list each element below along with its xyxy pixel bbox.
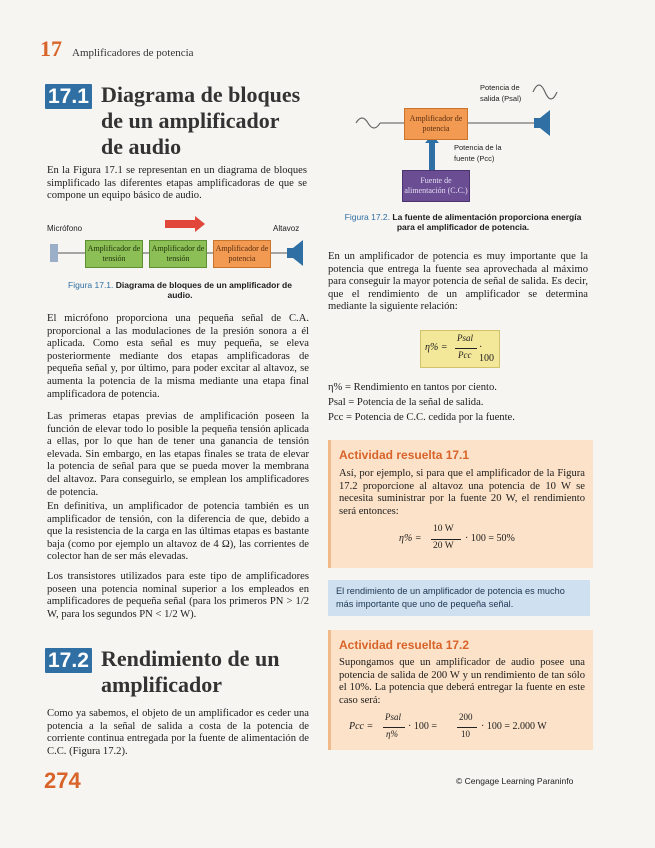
definition-item: η% = Rendimiento en tantos por ciento. [328,382,497,393]
formula-lhs: η% = [399,533,422,544]
figure-17-2 [348,78,610,208]
caption-label: Figura 17.2. [344,212,391,222]
page-number: 274 [44,768,81,793]
definition-item: Psal = Potencia de la señal de salida. [328,397,484,408]
formula-denominator: 20 W [433,541,454,551]
formula-rhs: · 100 = 50% [465,533,515,544]
definition-item: Pcc = Potencia de C.C. cedida por la fuente. [328,412,515,423]
activity-text: Supongamos que un amplificador de audio posee una potencia de salida de 200 W y un rendimiento de tan sólo el 10%. La potencia que deberá entregar la fuente en este caso será: [339,657,585,706]
source-power-label: Potencia de la fuente (Pcc) [454,143,502,163]
formula-numerator: Psal [457,333,474,343]
output-power-label: Potencia de salida (Psal) [480,83,522,103]
section-title [101,82,351,160]
fraction-bar [457,727,477,728]
block-power-amp: Amplificador de potencia [213,240,271,268]
activity-text: Así, por ejemplo, si para que el amplificador de la Figura 17.2 proporcione al altavoz una potencia de 10 W se necesita suministrar por la fuente 20 W, el rendimiento será entonces: [339,468,585,517]
section-title-line: de un amplificador [101,108,280,133]
caption-label: Figura 17.1. [68,280,114,290]
efficiency-formula [420,330,500,368]
speaker-icon [534,110,550,136]
figure-17-1 [47,214,309,274]
block-voltage-amp-2: Amplificador de tensión [149,240,207,268]
chapter-title: Amplificadores de potencia [72,47,194,59]
arrow-right-icon [165,216,205,232]
block-power-amp: Amplificador de potencia [404,108,468,140]
chapter-number: 17 [40,36,62,61]
formula-denominator: Pcc [458,350,472,360]
figure-17-1-caption [60,280,300,300]
note-box [328,580,590,616]
arrow-up-icon [425,135,439,170]
activity-17-2 [328,630,593,750]
speaker-icon [287,240,303,266]
paragraph: El micrófono proporciona una pequeña señal de C.A. proporcional a las modulaciones de la presión sonora a él aplicada. Como esta señal es muy pequeña, se eleva posteriormente mediante dos etapas amplificadoras de pequeña señal y, por último, para poder excitar al altavoz, se aumenta la potencia de la misma mediante una etapa final amplificadora de potencia. [47,313,309,400]
caption-text: La fuente de alimentación proporciona energía para el amplificador de potencia. [392,212,582,232]
formula-numerator: 10 W [433,524,454,534]
paragraph: En definitiva, un amplificador de potencia también es un amplificador de tensión, con la diferencia de que, debido a que la resistencia de la carga en las últimas etapas es bastante baja (como por ejemplo un altavoz de 4 Ω), las corrientes de colector han de ser más elevadas. [47,501,309,563]
block-power-supply: Fuente de alimentación (C.C.) [402,170,470,202]
mic-label: Micrófono [47,224,83,233]
activity-17-1 [328,440,593,568]
chapter-header [40,36,194,62]
activity-title: Actividad resuelta 17.2 [339,638,470,652]
section-title-line: Diagrama de bloques [101,82,301,107]
output-wave-icon [533,85,557,99]
intro-paragraph: En la Figura 17.1 se representan en un diagrama de bloques simplificado las diferentes etapas amplificadoras de que se compone un equipo básico de audio. [47,165,307,202]
publisher-credit: © Cengage Learning Paraninfo [456,776,574,786]
section-title-line: amplificador [101,672,222,697]
input-wave-icon [356,118,380,128]
formula-rhs: · 100 [479,342,494,364]
paragraph: En un amplificador de potencia es muy importante que la potencia que entrega la fuente sea aprovechada al máximo para conseguir la mayor potencia de señal de salida. Es decir, que el rendimiento de un amplificador se determina mediante la siguiente relación: [328,251,588,313]
activity-title: Actividad resuelta 17.1 [339,448,470,462]
microphone-icon [50,244,58,262]
caption-text: Diagrama de bloques de un amplificador de audio. [115,280,292,300]
speaker-label: Altavoz [273,224,300,233]
formula-denominator: η% [386,729,398,739]
paragraph: Los transistores utilizados para este tipo de amplificadores poseen una potencia nominal superior a los empleados en amplificadores de pequeña señal (para los primeros PN > 1/2 W, para los segundos PN < 1/2 W). [47,571,309,620]
note-text: El rendimiento de un amplificador de potencia es mucho más importante que uno de pequeña señal. [336,586,565,609]
section-number-badge: 17.1 [45,84,92,109]
formula-lhs: η% = [425,342,448,353]
activity-formula [399,522,549,556]
section-title [101,646,331,698]
formula-denominator: 10 [461,729,470,739]
section-title-line: de audio [101,134,182,159]
fraction-bar [383,727,405,728]
fraction-bar [431,539,461,540]
paragraph: Como ya sabemos, el objeto de un amplificador es ceder una potencia a la señal de salida a costa de la potencia de corriente continua entregada por la fuente de alimentación de C.C. (Figura 17.2). [47,708,309,757]
formula-rhs: · 100 = 2.000 W [481,721,547,732]
formula-lhs: Pcc = [349,721,374,732]
figure-17-2-caption [338,212,588,232]
paragraph: Las primeras etapas previas de amplificación poseen la función de elevar todo lo posible la pequeña tensión aplicada a ellas, por lo que han de tener una ganancia de tensión elevada. Sin embargo, en las etapas finales se trata de elevar la potencia de señal para que se pueda mover la membrana del altavoz. Para conseguirlo, se emplean los amplificadores de potencia. [47,411,309,498]
formula-numerator: 200 [459,712,473,722]
formula-numerator: Psal [385,712,402,722]
section-number-badge: 17.2 [45,648,92,673]
activity-formula [349,710,585,744]
block-voltage-amp-1: Amplificador de tensión [85,240,143,268]
section-title-line: Rendimiento de un [101,646,280,671]
definitions-list [328,380,588,425]
fraction-bar [455,348,477,349]
formula-middle: · 100 = [408,721,437,732]
